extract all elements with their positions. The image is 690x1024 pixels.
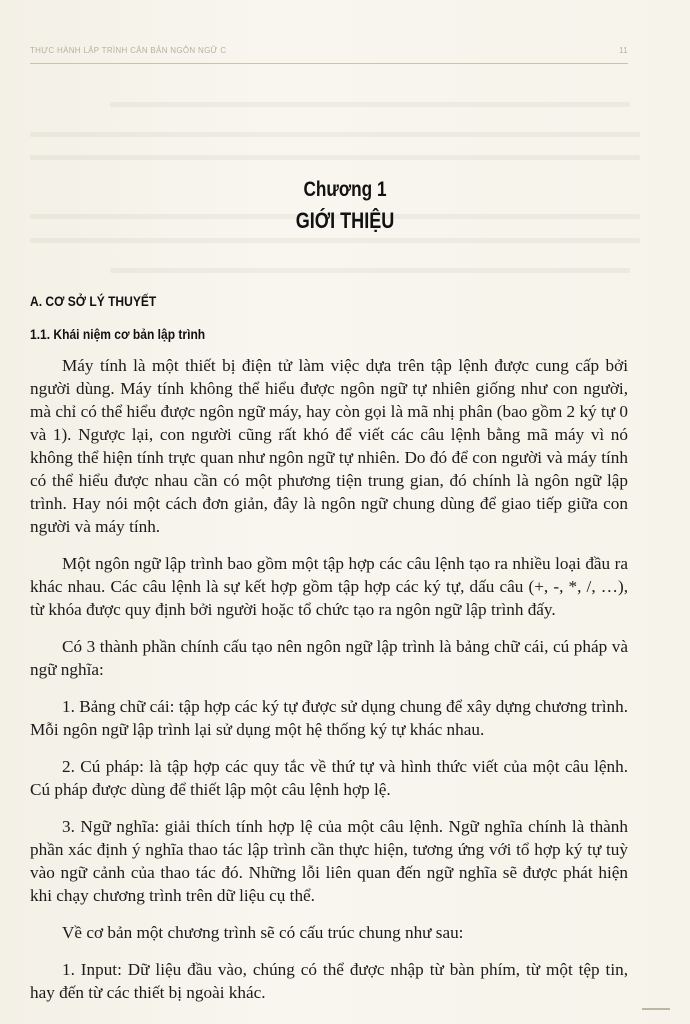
paragraph: Về cơ bản một chương trình sẽ có cấu trúc chung như sau: (62, 923, 464, 942)
show-through-line (110, 102, 630, 107)
list-item: 3. Ngữ nghĩa: giải thích tính hợp lệ của một câu lệnh. Ngữ nghĩa chính là thành phần xác định ý nghĩa thao tác lập trình cần thực hiện, tương ứng với tổ hợp ký tự tuỳ vào ngữ cảnh của thao tác đó. Những lỗi liên quan đến ngữ nghĩa sẽ được phát hiện khi chạy chương trình trên dữ liệu cụ thể. (30, 817, 628, 905)
show-through-line (30, 132, 640, 137)
running-header (30, 46, 628, 55)
list-item: 2. Cú pháp: là tập hợp các quy tắc về thứ tự và hình thức viết của một câu lệnh. Cú pháp được dùng để thiết lập một câu lệnh hợp lệ. (30, 757, 628, 799)
paragraph: Máy tính là một thiết bị điện tử làm việc dựa trên tập lệnh được cung cấp bởi người dùng. Máy tính không thể hiểu được ngôn ngữ tự nhiên giống như con người, mà chỉ có thể hiểu được ngôn ngữ máy, hay còn gọi là mã nhị phân (bao gồm 2 ký tự 0 và 1). Ngược lại, con người cũng rất khó để viết các câu lệnh bằng mã máy vì nó không thể hiện tính trực quan như ngôn ngữ tự nhiên. Do đó để con người và máy tính có thể hiểu được nhau cần có một phương tiện trung gian, đó chính là ngôn ngữ lập trình. Hay nói một cách đơn giản, đây là ngôn ngữ chung dùng để giao tiếp giữa con người và máy tính. (30, 356, 628, 536)
chapter-title: GIỚI THIỆU (295, 208, 395, 233)
section-a-heading: A. CƠ SỞ LÝ THUYẾT (30, 293, 157, 309)
chapter-heading (0, 178, 690, 234)
paragraph: Một ngôn ngữ lập trình bao gồm một tập hợp các câu lệnh tạo ra nhiều loại đầu ra khác nhau. Các câu lệnh là sự kết hợp gồm tập hợp các ký tự, dấu câu (+, -, *, /, …), từ khóa được quy định bởi người hoặc tổ chức tạo ra ngôn ngữ lập trình đấy. (30, 554, 628, 619)
chapter-number: Chương 1 (303, 178, 387, 201)
show-through-line (110, 268, 630, 273)
running-title: THỰC HÀNH LẬP TRÌNH CĂN BẢN NGÔN NGỮ C (30, 46, 227, 55)
list-item: 1. Bảng chữ cái: tập hợp các ký tự được sử dụng chung để xây dựng chương trình. Mỗi ngôn ngữ lập trình lại sử dụng một hệ thống ký tự khác nhau. (30, 697, 628, 739)
subsection-1-1-heading: 1.1. Khái niệm cơ bản lập trình (30, 326, 206, 342)
header-rule (30, 63, 628, 64)
page-number: 11 (619, 46, 628, 55)
show-through-line (30, 238, 640, 243)
paragraph: Có 3 thành phần chính cấu tạo nên ngôn ngữ lập trình là bảng chữ cái, cú pháp và ngữ nghĩa: (30, 637, 628, 679)
list-item: 1. Input: Dữ liệu đầu vào, chúng có thể được nhập từ bàn phím, từ một tệp tin, hay đến từ các thiết bị ngoài khác. (30, 960, 628, 1002)
show-through-line (30, 155, 640, 160)
body-text (30, 354, 628, 1018)
page-corner-mark (642, 1008, 670, 1010)
